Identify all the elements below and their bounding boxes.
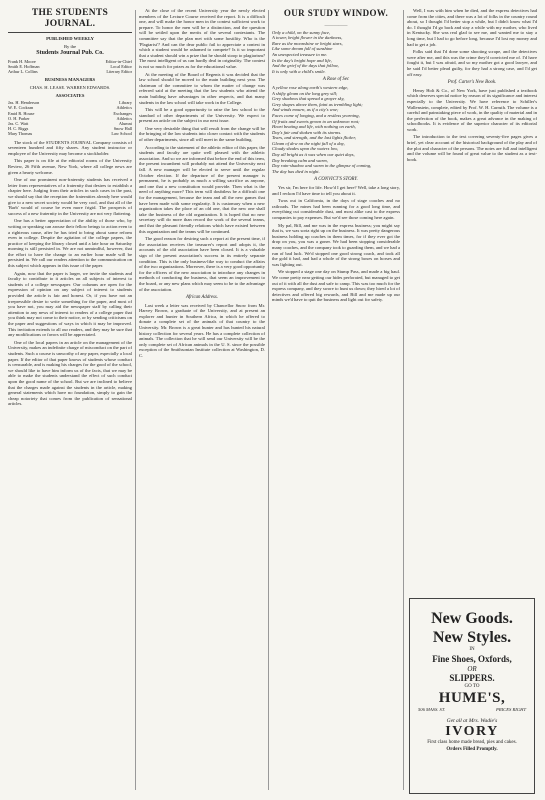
ad-go-to: GO TO bbox=[464, 683, 480, 689]
story-paragraph: My pal, Bill, and me was in the express business; you might say that is, we was sorta right up on the business. It was pretty dangerous business holding up coaches in them times, for if they ever got the drop on you, you was a goner. We had been stopping considerable many coaches, and the company took to guarding them, and we had a run of bad luck. We'd stopped one good strong coach, and took all the gold it had, and had a whole of the strong boxes on horses and was lighting out. bbox=[272, 222, 400, 267]
associate-row: Jas. H. Henderson Library bbox=[8, 100, 132, 106]
poem-line: Grey shapes above them, faint as trembling light; bbox=[272, 101, 363, 107]
news-paragraph: At the close of the recent University year the newly elected members of the Lecture Course received the report. It is a difficult one, and will make the honor men in the contest sufficient work to prepare. To honor the men will be a distinction, and the question will be settled upon the merits of the several contestants. The committee say that the plan met with some hostility. Who is the 'Plagiarist'? And can the dear public fail to appreciate a contest in which a student would be ashamed to compete? Is it so important that a student should win a prize that he should stoop to plagiarism? The most intelligent of us can hardly deal in originality. The contest is not so much for prizes as for the educational value. bbox=[139, 8, 265, 69]
staff-row: Frank H. Moore Editor-in-Chief bbox=[8, 58, 132, 64]
section-title: OUR STUDY WINDOW. bbox=[283, 8, 389, 18]
poem-line: Cloudy shades upon the waters low, bbox=[272, 146, 339, 152]
associate-row: Emid R. House Exchanges bbox=[8, 110, 132, 116]
poem-line: In the day's bright hope and life, bbox=[272, 57, 332, 63]
editorial-paragraph: One has a better appreciation of the ability of those who, by writing or speaking can arouse their fellow beings to action even to a righteous cause, after he has tried to bring about some reform even in college. Despite the agitation of the college papers, the practice of keeping the library closed until a late hour on Saturday morning is still persisted in. We are not unmindful, however, that the effort to have the change to an earlier hour made will be persisted in. We call our readers attention to the communication on this subject which appears in this issue of the paper. bbox=[8, 218, 132, 269]
poem-line: Grey shadows that spread a grayer sky, bbox=[272, 96, 345, 102]
poem-line: Day breaking calm and warm, bbox=[272, 157, 328, 163]
masthead-title: THE STUDENTS JOURNAL. bbox=[8, 8, 132, 33]
poem-line: A shifty gleam on the long grey sill; bbox=[272, 90, 338, 96]
poem-line: Faces come of longing, and a restless yearning, bbox=[272, 112, 360, 118]
poem-line: A tower, bright flower in the darkness, bbox=[272, 35, 343, 41]
story-paragraph: Twas out in California, in the days of stage coaches and no railroads. The mines had been running for a good long time, and everything cut considerable dust, and most alike cast to the express companies to pay expenses. But we'd see those coming here again. bbox=[272, 198, 400, 220]
editorial-paragraph: This paper is on file at the editorial rooms of the University Review, 26 Fifth avenue, New York, where all college news are given a hearty welcome. bbox=[8, 158, 132, 175]
associate-row: Mary Thomas Law School bbox=[8, 131, 132, 137]
poem-line: Gleam of dew on the night fall of a day, bbox=[272, 140, 345, 146]
story-paragraph: Well, I was with him when he died, and the express detectives had come from the cities, and there was a lot of folks in the country round about, so I thought I'd better stop a while, but I didn't know what I'd do. I thought I'd go back and stay a while with my mother, who lived in Kentucky. She was real glad to see me, and wanted me to stay a long time, but I had to go before long, because I'd lost my money and had to get a job. bbox=[407, 8, 537, 47]
poem-heading: A Rose of Sec bbox=[322, 77, 350, 83]
associates-list bbox=[8, 100, 132, 136]
associate-row: Jas. C. Watt Alumni bbox=[8, 120, 132, 126]
story-heading: A CONVICT'S STORY. bbox=[314, 177, 358, 183]
poem-line: It is only with a child's smile. bbox=[272, 68, 326, 74]
ad-in: IN bbox=[469, 647, 475, 652]
article-heading: African Address. bbox=[186, 295, 218, 301]
ad-fine-shoes: Fine Shoes, Oxfords, bbox=[432, 653, 512, 664]
business-managers-heading: BUSINESS MANAGERS bbox=[44, 77, 96, 83]
editorial-paragraph: The stock of the STUDENTS JOURNAL Company consists of seventeen hundred and fifty shares. Any student instructor or employee of the University may become a stockholder. bbox=[8, 139, 132, 156]
story-paragraph: Yes sir, I'm here for life. How'd I get here? Well, take a long story, and I reckon I'd have time to tell you about it. bbox=[272, 185, 400, 196]
poem bbox=[272, 85, 400, 175]
shoe-advertisement bbox=[409, 598, 535, 794]
column-continued bbox=[407, 8, 537, 590]
poem-line: Like some dream full of sunshine bbox=[272, 46, 333, 52]
staff-row: Smith E. Hoffman Local Editor bbox=[8, 63, 132, 69]
ad-bakery-products: First class home made bread, pies and cakes. bbox=[427, 740, 517, 745]
story-paragraph: Folks said that I'd done some shooting scrape, and the detectives were after me, and this was the crime they'd convicted me of. I'd have fought it, but I was afraid, and so my mother got a good lawyer, and he said I'd better plead guilty, for they had a strong case, and I'd get off easy. bbox=[407, 49, 537, 77]
poem-line: The day has died in night. bbox=[272, 168, 320, 174]
ad-new-styles: New Styles. bbox=[432, 629, 512, 646]
news-paragraph: The good reason for desiring such a report at the present time, if the association receives the treasurer's report and adopts it, the accounts of the old association have been closed. It is a valuable sign of the present association's success in its entirely separate condition. This is the only business-like way to conduct the affairs of the two organizations. Moreover, there is a very good opportunity for the officers of the new association to introduce any changes in methods of conducting the business, that seem an improvement to the board, or any new plans which may seem to be to the advantage of the association. bbox=[139, 236, 265, 292]
poem-line: Rare as the moonshine or bright stars, bbox=[272, 40, 343, 46]
ad-address-row bbox=[410, 707, 534, 712]
associate-row: O. H. Parker Athletics bbox=[8, 115, 132, 121]
poem-line: And winds mourn, as if a city's woe; bbox=[272, 107, 339, 113]
associate-row: W. E. Cockran Athletics bbox=[8, 105, 132, 111]
associates-heading: ASSOCIATES bbox=[55, 92, 85, 98]
publisher-name: Students Journal Pub. Co. bbox=[36, 50, 104, 57]
poem bbox=[272, 30, 400, 75]
poem-line: Of fruits and sweets grown to an unknown root; bbox=[272, 118, 360, 124]
column-divider bbox=[268, 10, 269, 790]
associate-row: H. C. Riggs Snow Hall bbox=[8, 126, 132, 132]
poem-line: An unexpected treasure to me. bbox=[272, 51, 328, 57]
staff-row: Arthur L. Collins Literary Editor bbox=[8, 69, 132, 75]
column-news bbox=[139, 8, 265, 792]
staff-list bbox=[8, 59, 132, 75]
ad-orders: Orders Filled Promptly. bbox=[446, 746, 498, 752]
business-managers-names: CHAS. H. LEASE. WARREN EDWARDS. bbox=[29, 84, 111, 90]
published-weekly: PUBLISHED WEEKLY bbox=[46, 36, 94, 41]
poem-line: Day all bright as it was when our quiet days, bbox=[272, 152, 355, 158]
poem-line: And the grief of the days that follow, bbox=[272, 63, 339, 69]
by-the: By the bbox=[63, 43, 77, 49]
poem-line: Tears, and strength, and the last lights flicker, bbox=[272, 135, 356, 141]
book-paragraph: The introduction to the text covering seventy-five pages gives a brief, yet clear account of the historical background of the play and of the plot and character of the persons. The notes are full and intelligent and the volume will be found of great value to the student as a text-book. bbox=[407, 134, 537, 162]
ad-or: OR bbox=[467, 664, 477, 673]
column-study-window: OUR STUDY WINDOW. ————— Only a child, on the sunny face, A tower, bright flower in the darkness, Rare as the moonshine or bright stars, Like some dream full of sunshine An unexpected treasure to me. In the day's bright hope and life, And the grief of the days that follow, It is only with a child's smile. A Rose of Sec A yellow rose along earth's western edge, A shifty gleam on the long grey sill; Grey shadows that spread a grayer sky, Grey shapes above them, faint as trembling light; And winds mourn, as if a city's woe; Faces come of longing, and a restless yearning, Of fruits and sweets grown to an unknown root; Heart beating and life, with nothing on earth, Day's fair and shaken with its storms. Tears, and strength, and the last lights flicker, Gleam of dew on the night fall of a day, Cloudy shades upon the waters low, Day all bright as it was when our quiet days, Day breaking calm and warm, Day rain-shadow and warm in the glimpse of coming, The day has died in night. A CONVICT'S STORY. Yes sir, I'm here for life. How'd I get here? Well, take a long story, and I reckon I'd have time to tell you about it. Twas out in California, in the days of stage coaches and no railroads. The mines had been running for a good long time, and everything cut considerable dust, and most alike cast to the express companies to pay expenses. But we'd see those coming here again. My pal, Bill, and me was in the express business; you might say that is, we was sorta right up on the business. It was pretty dangerous business holding up coaches in them times, for if they ever got the drop on you, you was a goner. We had been stopping considerable many coaches, and the company took to guarding them, and we had a run of bad luck. We'd stopped one good strong coach, and took all the gold it had, and had a whole of the strong boxes on horses and was lighting out. We stopped a stage one day on Stump Pass, and made a big haul. We come pretty near getting our hides perforated, but managed to get out of it with all the dust and safe to camp. This was too much for the express company, and they swore to hunt us down; they hired a lot of detectives and offered big rewards, and Bill and me made up our minds we'd have to quit the business and light out for safety. bbox=[272, 8, 400, 303]
poem-line: A yellow rose along earth's western edge, bbox=[272, 84, 349, 90]
ad-new-goods: New Goods. bbox=[431, 610, 513, 627]
ad-bakery-line: Get all at Mrs. Wadie's bbox=[446, 718, 498, 724]
editorial-paragraph: One of the local papers in an article on the management of the University, makes an indefinite charge of misconduct on the part of students. Such a course is unworthy of any paper, especially a local paper. If the editor of that paper knows of students whose conduct is censurable, and is making his charges for the good of the school, we should like to have him inform us of the facts, that we may be able to make the students understand the effect of such conduct upon the good name of the school. But we are inclined to believe that the charges made against the students in the article, making general statements which have no foundation, simply to gain the cheap notoriety that comes from the publication of sensational articles. bbox=[8, 339, 132, 407]
news-paragraph: One very desirable thing that will result from the change will be the bringing of the law students into closer contact with the students of other departments, since all will meet in the same building. bbox=[139, 125, 265, 143]
book-heading: Prof. Carter's New Book. bbox=[447, 80, 497, 86]
poem-line: Day's fair and shaken with its storms. bbox=[272, 129, 342, 135]
news-paragraph: At the meeting of the Board of Regents it was decided that the law school should be moved to the main building next year. The chairman of the committee to whom the matter of change was referred said at the meeting that the law students who attend the main building have advantages in other respects, and that many students in the law school will take work in the College. bbox=[139, 71, 265, 105]
ad-address: 506 MASS. ST. bbox=[418, 707, 446, 712]
story-paragraph: We stopped a stage one day on Stump Pass, and made a big haul. We come pretty near getting our hides perforated, but managed to get out of it with all the dust and safe to camp. This was too much for the express company, and they swore to hunt us down; they hired a lot of detectives and offered big rewards, and Bill and me made up our minds we'd have to quit the business and light out for safety. bbox=[272, 269, 400, 303]
poem-line: Heart beating and life, with nothing on earth, bbox=[272, 124, 356, 130]
poem-line: Only a child, on the sunny face, bbox=[272, 29, 331, 35]
editorial-paragraph: One of our prominent non-fraternity students has received a letter from representatives of a fraternity that desires to establish a chapter here. Judging from their articles in such cases in the past, we should say that the reception the fraternities already here would give to a new secret society would be very cool, and that all of the 'Barb' would of course be even more frigid. The prospects of success of a new fraternity in the University are not very flattering. bbox=[8, 177, 132, 216]
news-paragraph: This will be a good opportunity to raise the law school to the standard of other departments of the University. We expect to present an article on the subject in our next issue. bbox=[139, 107, 265, 124]
column-editorial bbox=[8, 8, 132, 792]
ad-slippers: SLIPPERS. bbox=[449, 672, 495, 683]
column-divider bbox=[403, 10, 404, 790]
ad-bakery-name: IVORY bbox=[445, 724, 499, 739]
column-divider bbox=[135, 10, 136, 790]
ad-prices: PRICES RIGHT bbox=[496, 707, 526, 712]
editorial-paragraph: Again, now that the paper is larger, we invite the students and faculty to contribute to it articles on all subjects of interest to students of a college newspaper. Our columns are open for the expression of opinion on any subject of interest to students provided the article is fair and honest. Or, if you have not an irrepressible desire to write something for the paper, and most of you have not, you may aid the newspaper staff by calling their attention to any news of interest to readers of a college paper that you think may not come to their notice, or by sending criticisms on the paper and suggestions of ways in which it may be improved. This invitation extends to all our readers, and they may be sure that any modifications or favors will be appreciated. bbox=[8, 270, 132, 338]
ad-store-name: HUME'S, bbox=[438, 690, 506, 706]
article-paragraph: Last week a letter was received by Chancellor Snow from Mr. Harvey Brown, a graduate of the University, and at present an explorer and hunter in Southern Africa, in which he offered to donate a complete set of the animals of that country to the University. Mr. Brown is a great hunter and has hunted his natural history collection for several years. He has a complete collection of animals. The collection that he will send our University will be the only complete set of African animals in the U. S. since the possible exception of the Smithsonian Institute collection at Washington, D. C. bbox=[139, 302, 265, 359]
book-paragraph: Henry Holt & Co., of New York, have just published a textbook which deserves special notice by reason of its significance and interest especially to the University. We have reference to Schiller's Wallenstein, complete, edited by Prof. W. H. Carruth. The volume is a careful and painstaking piece of work, in the quality of material and in the perfection of the book, makes a great advance in the making of schoolbooks. It is evidence of the superior character of its editorial work. bbox=[407, 87, 537, 132]
news-paragraph: According to the statement of the athletic editor of this paper, the students and faculty are quite well pleased with the athletic association. And so we are informed that before the end of this term, the present incumbent will probably not attend the University next fall. A new manager will be elected to serve until the regular October election. If the departure of the present manager is permanent, he is probably as much a willing sacrifice as anyone, and one that a new constitution would provide. Then what is the need of anything more? This term will doubtless be a difficult one for the management, because the team and all the new games that have been made with some regularity. It is customary when a new organization takes the place of an old one, that the new one shall take the business of the old organization. It is hoped that no new secretary will do more than record the work of the several teams, and that the pleasant friendly relations which have existed between this organization and the teams will be continued. bbox=[139, 144, 265, 234]
poem-line: Day rain-shadow and warm in the glimpse of coming, bbox=[272, 163, 372, 169]
